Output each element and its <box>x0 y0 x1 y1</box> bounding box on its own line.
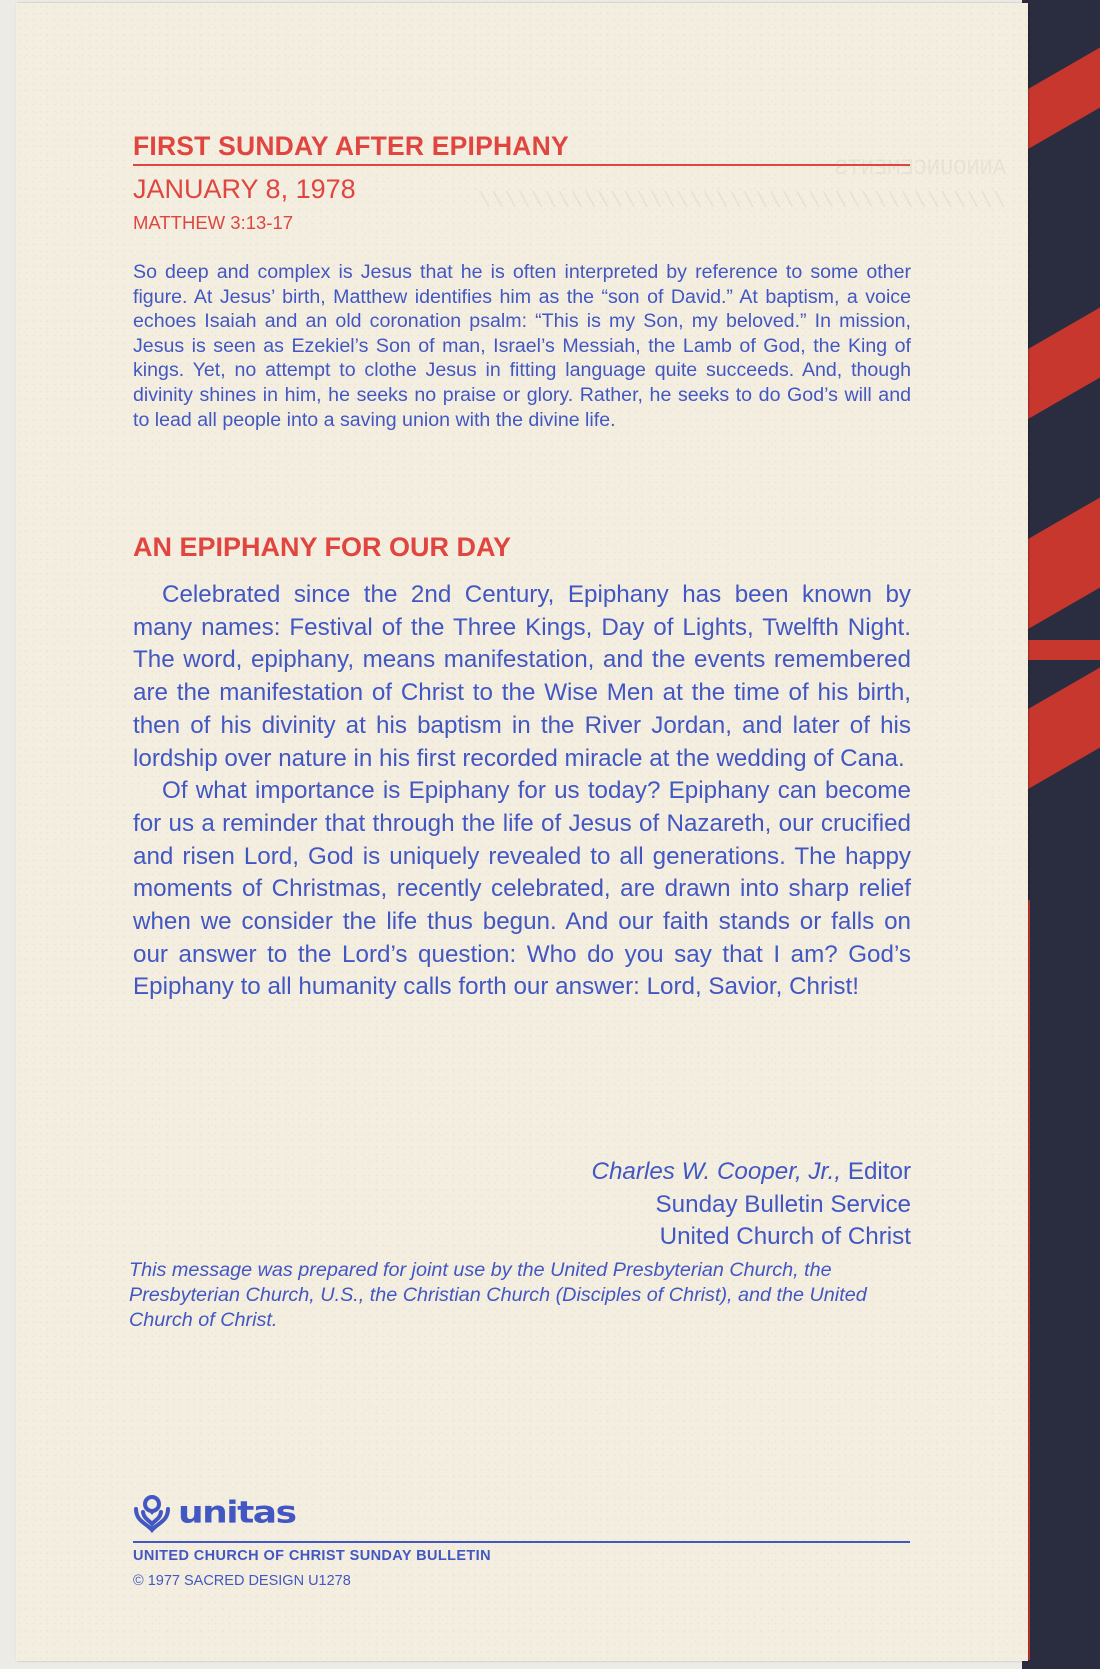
signature-line-1 <box>133 1156 911 1189</box>
cover-edge <box>1022 0 1100 1669</box>
title-divider <box>133 164 910 166</box>
signature-line-2: Sunday Bulletin Service <box>655 1190 911 1218</box>
cover-stripe <box>1022 47 1100 152</box>
essay-paragraph: Celebrated since the 2nd Century, Epiphany has been known by many names: Festival of the Three Kings, Day of Lights, Twelfth Night. The word, epiphany, means manifestation, and the events remembered are the manifestation of Christ to the Wise Men at the time of his birth, then of his divinity at his baptism in the River Jordan, and later of his lordship over nature in his first recorded miracle at the wedding of Cana. <box>133 581 911 772</box>
cover-stripe <box>1022 667 1100 792</box>
page-title: FIRST SUNDAY AFTER EPIPHANY <box>133 131 569 161</box>
cover-stripe <box>1022 307 1100 422</box>
cover-stripe <box>1022 640 1100 660</box>
footer-caption: UNITED CHURCH OF CHRIST SUNDAY BULLETIN <box>133 1548 491 1564</box>
signature-line-3: United Church of Christ <box>659 1223 911 1250</box>
logo-wordmark: unitas <box>178 1495 296 1530</box>
section-heading: AN EPIPHANY FOR OUR DAY <box>133 532 512 562</box>
signature-block <box>133 1156 911 1254</box>
cover-stripe <box>1022 497 1100 632</box>
footer-divider <box>133 1541 910 1543</box>
unitas-logo <box>132 1493 296 1533</box>
essay-body <box>133 579 911 1004</box>
intro-paragraph: So deep and complex is Jesus that he is often interpreted by reference to some other figure. At Jesus’ birth, Matthew identifies him as the “son of David.” At baptism, a voice echoes Isaiah and an old coronation psalm: “This is my Son, my beloved.” In mission, Jesus is seen as Ezekiel’s Son of man, Israel’s Messiah, the Lamb of God, the King of kings. Yet, no attempt to clothe Jesus in fitting language quite succeeds. And, though divinity shines in him, he seeks no praise or glory. Rather, he seeks to do God’s will and to lead all people into a saving union with the divine life. <box>133 261 911 431</box>
joint-use-note: This message was prepared for joint use by the United Presbyterian Church, the Presbyterian Church, U.S., the Christian Church (Disciples of Christ), and the United Church of Christ. <box>129 1259 867 1331</box>
bulletin-page <box>16 3 1028 1661</box>
copyright-notice: © 1977 SACRED DESIGN U1278 <box>133 1573 351 1589</box>
bleed-through-texture: ANNOUNCEMENTS //////////////////////////////////////// <box>477 156 1006 214</box>
service-date: JANUARY 8, 1978 <box>133 174 356 204</box>
unitas-emblem-icon <box>132 1493 172 1533</box>
author-name: Charles W. Cooper, Jr., <box>591 1158 842 1185</box>
author-role: Editor <box>847 1158 911 1185</box>
essay-paragraph: Of what importance is Epiphany for us today? Epiphany can become for us a reminder that through the life of Jesus of Nazareth, our crucified and risen Lord, God is uniquely revealed to all generations. The happy moments of Christmas, recently celebrated, are drawn into sharp relief when we consider the life thus begun. And our faith stands or falls on our answer to the Lord’s question: Who do you say that I am? God’s Epiphany to all humanity calls forth our answer: Lord, Savior, Christ! <box>133 777 911 1001</box>
scripture-reference: MATTHEW 3:13-17 <box>133 212 294 233</box>
